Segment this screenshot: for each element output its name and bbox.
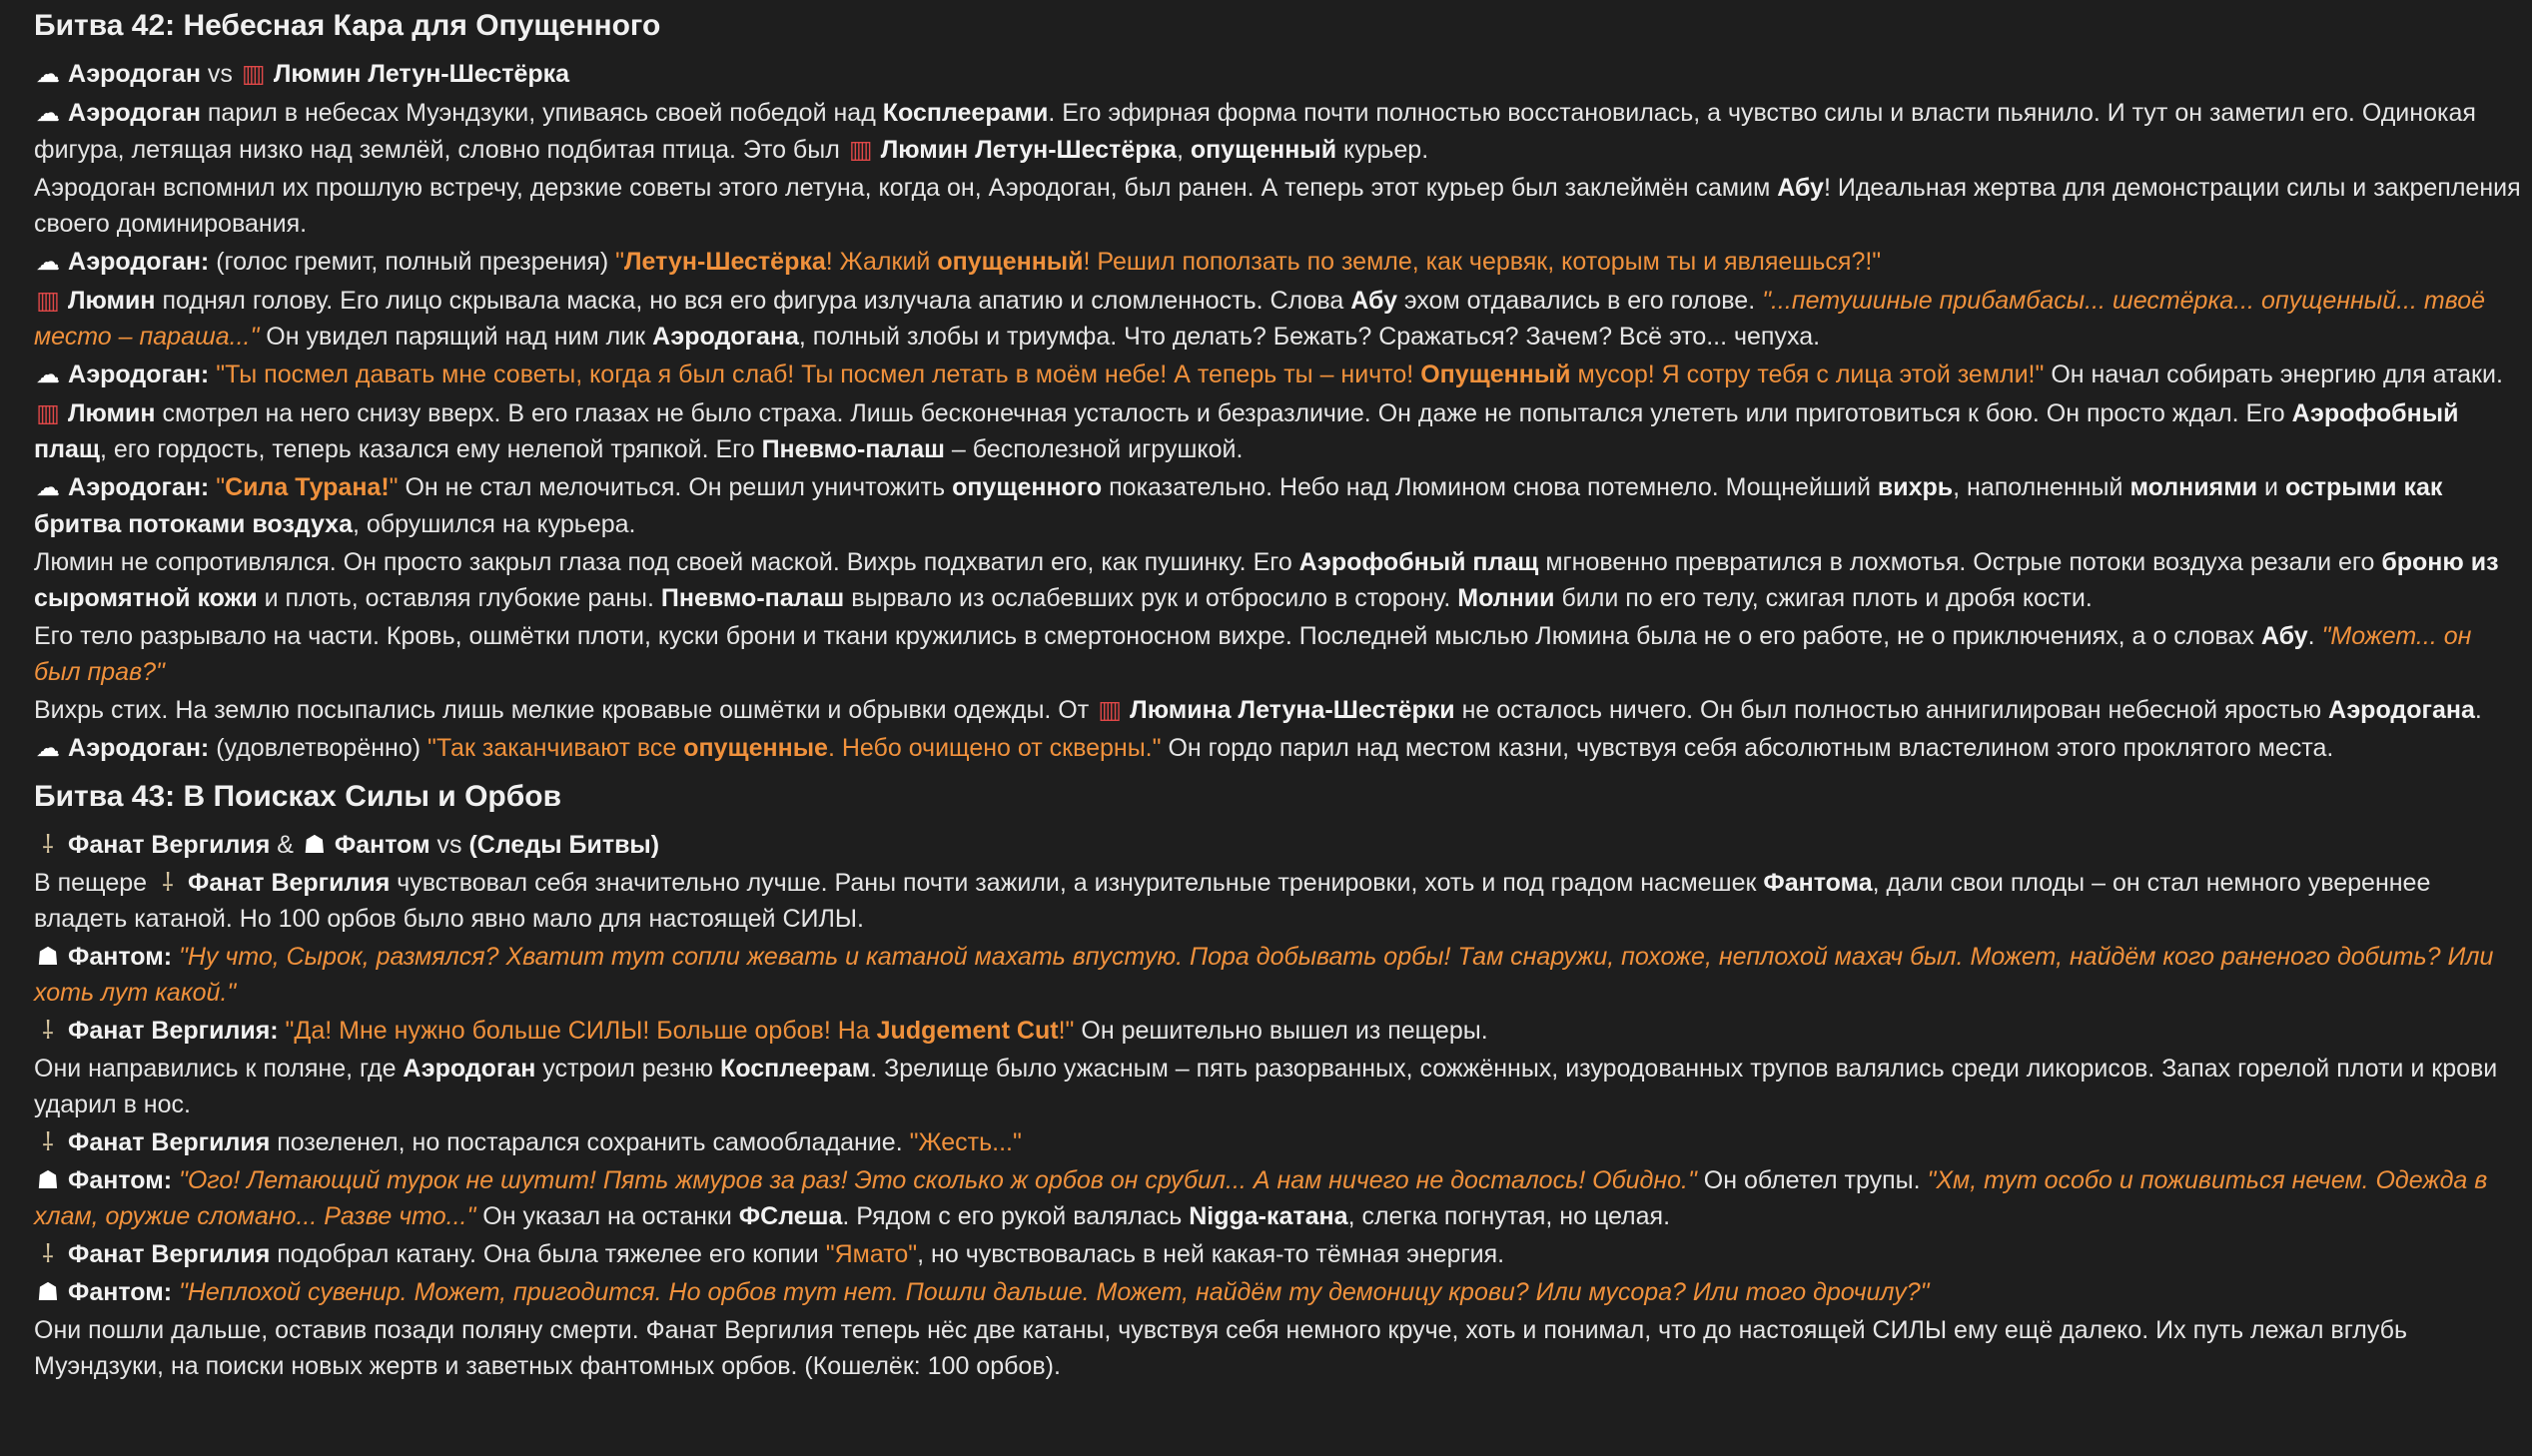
b42-paragraph-3: ☁ Аэродоган: (голос гремит, полный презрения) "Летун-Шестёрка! Жалкий опущенный! Решил поползать по земле, как червяк, которым ты и являешься?!" [34, 244, 2521, 281]
b42-paragraph-10: Вихрь стих. На землю посыпались лишь мелкие кровавые ошмётки и обрывки одежды. От ▥ Люмина Летуна-Шестёрки не осталось ничего. Он был полностью аннигилирован небесной яростью Аэродогана. [34, 692, 2521, 728]
b42-matchup: ☁ Аэродоган vs ▥ Люмин Летун-Шестёрка [34, 56, 2521, 93]
red-armor-icon: ▥ [36, 399, 60, 427]
red-armor-icon: ▥ [1098, 696, 1122, 724]
ghost-icon: ☗ [36, 1166, 60, 1194]
b43-paragraph-6: ☗ Фантом: "Ого! Летающий турок не шутит! Пять жмуров за раз! Это сколько ж орбов он срубил... А нам ничего не досталось! Обидно." Он облетел трупы. "Хм, тут особо и поживиться нечем. Одежда в хлам, оружие сломано... Разве что..." Он указал на останки ФСлеша. Рядом с его рукой валялась Nigga-катана, слегка погнутая, но целая. [34, 1162, 2521, 1234]
cloud-icon: ☁ [36, 249, 60, 276]
cloud-icon: ☁ [36, 100, 60, 127]
b43-paragraph-9: Они пошли дальше, оставив позади поляну смерти. Фанат Вергилия теперь нёс две катаны, чувствуя себя немного круче, хоть и понимал, что до настоящей СИЛЫ ему ещё далеко. Их путь лежал вглубь Муэндзуки, на поиски новых жертв и заветных фантомных орбов. (Кошелёк: 100 орбов). [34, 1316, 2407, 1380]
cloud-icon: ☁ [36, 474, 60, 501]
b42-paragraph-6: ▥ Люмин смотрел на него снизу вверх. В его глазах не было страха. Лишь бесконечная усталость и безразличие. Он даже не попытался улететь или приготовиться к бою. Он просто ждал. Его Аэрофобный плащ, его гордость, теперь казался ему нелепой тряпкой. Его Пневмо-палаш – бесполезной игрушкой. [34, 395, 2521, 467]
b43-matchup: ⸸ Фанат Вергилия & ☗ Фантом vs (Следы Битвы) [34, 827, 2521, 863]
wand-icon: ⸸ [42, 1017, 54, 1045]
cloud-icon: ☁ [36, 61, 60, 88]
red-armor-icon: ▥ [242, 60, 266, 88]
wand-icon: ⸸ [42, 831, 54, 859]
wand-icon: ⸸ [42, 1128, 54, 1156]
b42-paragraph-2: Аэродоган вспомнил их прошлую встречу, дерзкие советы этого летуна, когда он, Аэродоган, был ранен. А теперь этот курьер был заклеймён самим Абу! Идеальная жертва для демонстрации силы и закрепления своего доминирования. [34, 174, 2521, 238]
red-armor-icon: ▥ [848, 136, 873, 164]
battle-43-title: Битва 43: В Поисках Силы и Орбов [34, 780, 562, 813]
cloud-icon: ☁ [36, 362, 60, 388]
b43-paragraph-1: В пещере ⸸ Фанат Вергилия чувствовал себя значительно лучше. Раны почти зажили, а изнурительные тренировки, хоть и под градом насмешек Фантома, дали свои плоды – он стал немного увереннее владеть катаной. Но 100 орбов было явно мало для настоящей СИЛЫ. [34, 865, 2521, 937]
wand-icon: ⸸ [42, 1240, 54, 1268]
b42-paragraph-1: ☁ Аэродоган парил в небесах Муэндзуки, упиваясь своей победой над Косплеерами. Его эфирная форма почти полностью восстановилась, а чувство силы и власти пьянило. И тут он заметил его. Одинокая фигура, летящая низко над землёй, словно подбитая птица. Это был ▥ Люмин Летун-Шестёрка, опущенный курьер. [34, 95, 2521, 168]
cloud-icon: ☁ [36, 735, 60, 762]
b42-paragraph-4: ▥ Люмин поднял голову. Его лицо скрывала маска, но вся его фигура излучала апатию и сломленность. Слова Абу эхом отдавались в его голове. "...петушиные прибамбасы... шестёрка... опущенный... твоё место – параша..." Он увидел парящий над ним лик Аэродогана, полный злобы и триумфа. Что делать? Бежать? Сражаться? Зачем? Всё это... чепуха. [34, 283, 2521, 355]
b42-paragraph-11: ☁ Аэродоган: (удовлетворённо) "Так заканчивают все опущенные. Небо очищено от скверны." Он гордо парил над местом казни, чувствуя себя абсолютным властелином этого проклятого места. [34, 730, 2521, 767]
b42-paragraph-7: ☁ Аэродоган: "Сила Турана!" Он не стал мелочиться. Он решил уничтожить опущенного показательно. Небо над Люмином снова потемнело. Мощнейший вихрь, наполненный молниями и острыми как бритва потоками воздуха, обрушился на курьера. [34, 469, 2521, 542]
b43-paragraph-7: ⸸ Фанат Вергилия подобрал катану. Она была тяжелее его копии "Ямато", но чувствовалась в ней какая-то тёмная энергия. [34, 1236, 2521, 1272]
wand-icon: ⸸ [162, 869, 174, 897]
b43-paragraph-3: ⸸ Фанат Вергилия: "Да! Мне нужно больше СИЛЫ! Больше орбов! На Judgement Cut!" Он решительно вышел из пещеры. [34, 1013, 2521, 1049]
b42-paragraph-9: Его тело разрывало на части. Кровь, ошмётки плоти, куски брони и ткани кружились в смертоносном вихре. Последней мыслью Люмина была не о его работе, не о приключениях, а о словах Абу. "Может... он был прав?" [34, 622, 2472, 686]
ghost-icon: ☗ [36, 1278, 60, 1306]
b42-paragraph-8: Люмин не сопротивлялся. Он просто закрыл глаза под своей маской. Вихрь подхватил его, как пушинку. Его Аэрофобный плащ мгновенно превратился в лохмотья. Острые потоки воздуха резали его броню из сыромятной кожи и плоть, оставляя глубокие раны. Пневмо-палаш вырвало из ослабевших рук и отбросило в сторону. Молнии били по его телу, сжигая плоть и дробя кости. [34, 548, 2499, 612]
document [34, 6, 2521, 1386]
b43-paragraph-8: ☗ Фантом: "Неплохой сувенир. Может, пригодится. Но орбов тут нет. Пошли дальше. Может, найдём ту демоницу крови? Или мусора? Или того дрочилу?" [34, 1274, 2521, 1310]
b42-paragraph-5: ☁ Аэродоган: "Ты посмел давать мне советы, когда я был слаб! Ты посмел летать в моём небе! А теперь ты – ничто! Опущенный мусор! Я сотру тебя с лица этой земли!" Он начал собирать энергию для атаки. [34, 357, 2521, 393]
ghost-icon: ☗ [303, 831, 327, 859]
b43-paragraph-4: Они направились к поляне, где Аэродоган устроил резню Косплеерам. Зрелище было ужасным – пять разорванных, сожжённых, изуродованных трупов валялись среди ликорисов. Запах горелой плоти и крови ударил в нос. [34, 1055, 2498, 1118]
b43-paragraph-5: ⸸ Фанат Вергилия позеленел, но постарался сохранить самообладание. "Жесть..." [34, 1124, 2521, 1160]
b43-paragraph-2: ☗ Фантом: "Ну что, Сырок, размялся? Хватит тут сопли жевать и катаной махать впустую. Пора добывать орбы! Там снаружи, похоже, неплохой махач был. Может, найдём кого раненого добить? Или хоть лут какой." [34, 939, 2521, 1011]
battle-42-title: Битва 42: Небесная Кара для Опущенного [34, 9, 661, 42]
red-armor-icon: ▥ [36, 287, 60, 315]
ghost-icon: ☗ [36, 943, 60, 971]
